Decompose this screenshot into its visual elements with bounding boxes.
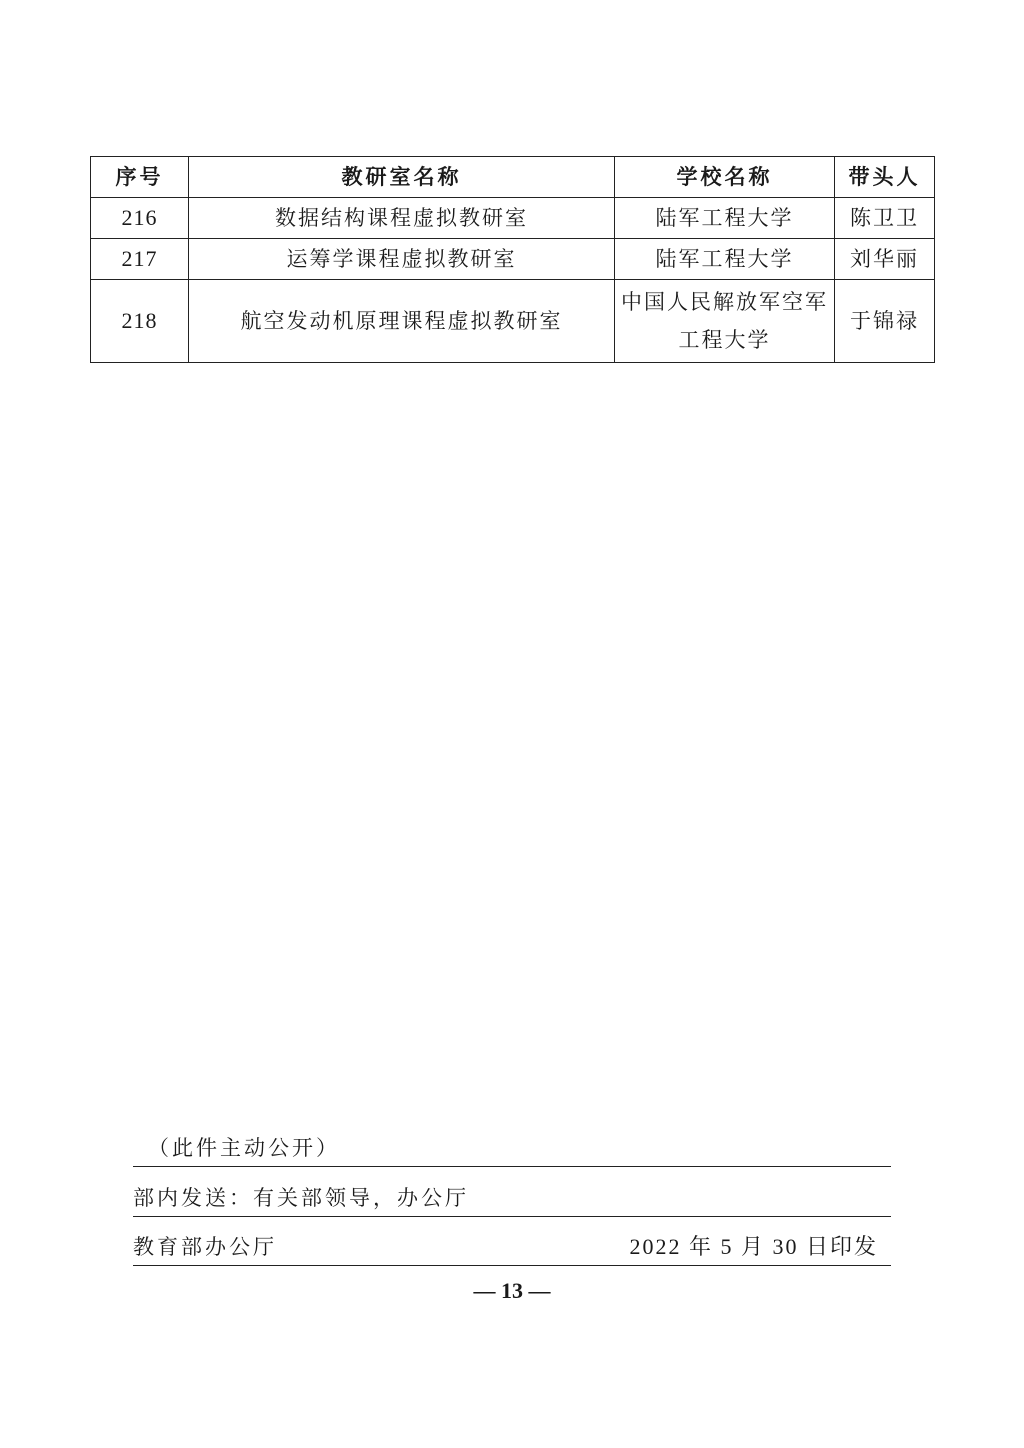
virtual-lab-table — [90, 156, 935, 363]
row-leader: 刘华丽 — [835, 239, 935, 280]
school-name-line-2: 工程大学 — [678, 328, 771, 352]
header-serial-number: 序号 — [91, 157, 189, 198]
footer-divider — [133, 1166, 891, 1167]
school-name-line-1: 中国人民解放军空军 — [621, 290, 828, 314]
header-lab-name: 教研室名称 — [189, 157, 615, 198]
internal-distribution: 部内发送：有关部领导，办公厅 — [133, 1186, 469, 1210]
header-school-name: 学校名称 — [615, 157, 835, 198]
table-header-row — [91, 157, 935, 198]
row-lab-name: 运筹学课程虚拟教研室 — [189, 239, 615, 280]
issue-date: 2022 年 5 月 30 日印发 — [629, 1234, 878, 1259]
footer-divider — [133, 1216, 891, 1217]
footer-divider — [133, 1265, 891, 1266]
row-lab-name: 数据结构课程虚拟教研室 — [189, 198, 615, 239]
public-notice: （此件主动公开） — [148, 1136, 340, 1160]
table-row — [91, 198, 935, 239]
issuing-office: 教育部办公厅 — [133, 1235, 277, 1259]
row-school-name: 陆军工程大学 — [615, 239, 835, 280]
row-lab-name: 航空发动机原理课程虚拟教研室 — [189, 280, 615, 363]
row-serial-number: 216 — [91, 198, 189, 239]
row-serial-number: 217 — [91, 239, 189, 280]
row-school-name — [615, 280, 835, 363]
row-school-name: 陆军工程大学 — [615, 198, 835, 239]
page-number: — 13 — — [473, 1278, 551, 1303]
row-leader: 于锦禄 — [835, 280, 935, 363]
issue-date-container — [133, 1227, 878, 1267]
table-row — [91, 280, 935, 363]
row-serial-number: 218 — [91, 280, 189, 363]
table-row — [91, 239, 935, 280]
header-leader: 带头人 — [835, 157, 935, 198]
row-leader: 陈卫卫 — [835, 198, 935, 239]
